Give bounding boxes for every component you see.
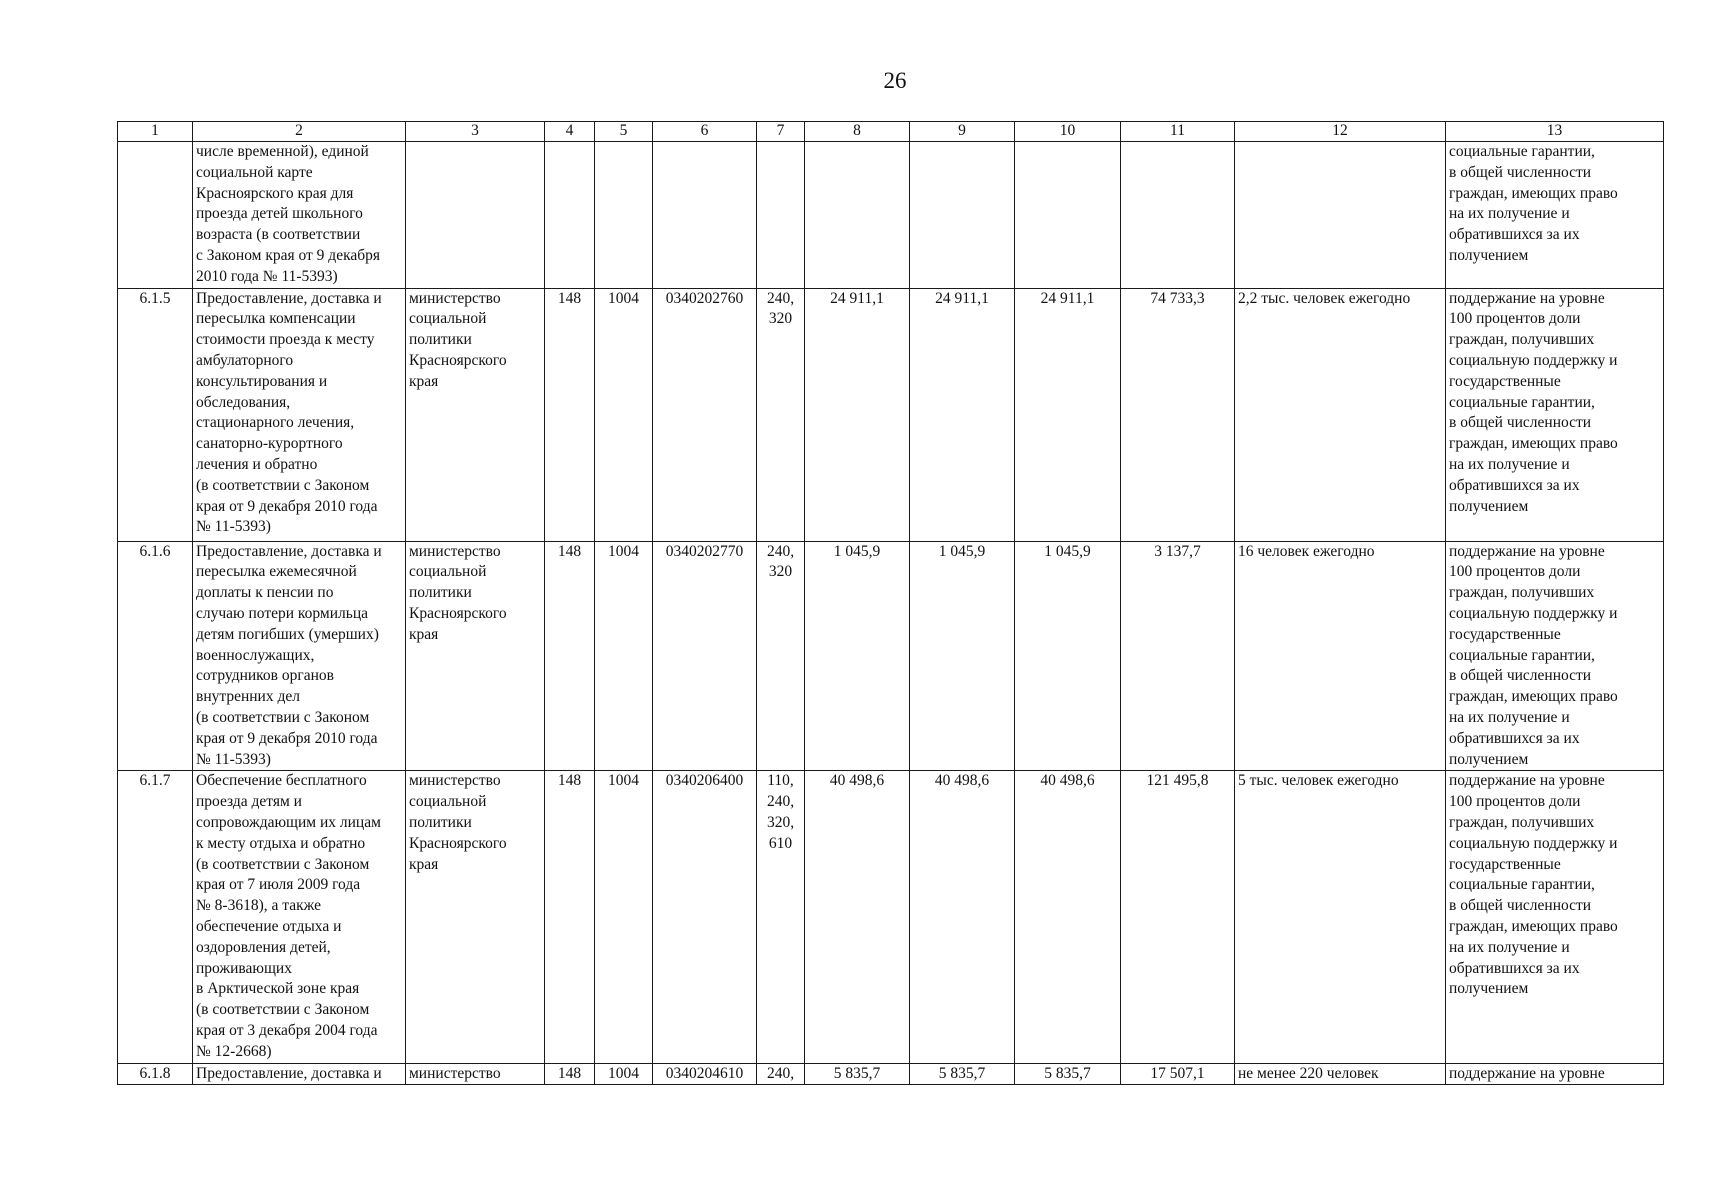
cell-executor: министерство [406,1063,545,1085]
cell-empty [757,142,805,289]
table-row [118,1063,1664,1085]
cell-result: социальные гарантии, в общей численности граждан, имеющих право на их получение и обратившихся за их получением [1446,142,1664,289]
cell-kind: 110, 240, 320, 610 [757,771,805,1063]
cell-result: поддержание на уровне 100 процентов доли граждан, получивших социальную поддержку и государственные социальные гарантии, в общей численности граждан, имеющих право на их получение и обратившихся за их получением [1446,771,1664,1063]
cell-name: Предоставление, доставка и пересылка компенсации стоимости проезда к месту амбулаторного консультирования и обследования, стационарного лечения, санаторно-курортного лечения и обратно (в соответствии с Законом края от 9 декабря 2010 года № 11-5393) [193,288,406,541]
cell-name: Обеспечение бесплатного проезда детям и сопровождающим их лицам к месту отдыха и обратно (в соответствии с Законом края от 7 июля 2009 года № 8-3618), а также обеспечение отдыха и оздоровления детей, проживающих в Арктической зоне края (в соответствии с Законом края от 3 декабря 2004 года № 12-2668) [193,771,406,1063]
cell-num: 6.1.8 [118,1063,193,1085]
cell-empty [595,142,653,289]
cell-target: 0340206400 [653,771,757,1063]
page-number: 26 [883,68,907,93]
cell-year2: 5 835,7 [910,1063,1015,1085]
table-row [118,541,1664,771]
cell-name: Предоставление, доставка и [193,1063,406,1085]
cell-name: Предоставление, доставка и пересылка ежемесячной доплаты к пенсии по случаю потери кормильца детям погибших (умерших) военнослужащих, сотрудников органов внутренних дел (в соответствии с Законом края от 9 декабря 2010 года № 11-5393) [193,541,406,771]
col-header-12: 12 [1235,122,1446,142]
cell-empty [1015,142,1121,289]
cell-target: 0340202770 [653,541,757,771]
cell-executor: министерство социальной политики Красноярского края [406,288,545,541]
cell-year3: 40 498,6 [1015,771,1121,1063]
cell-total: 74 733,3 [1121,288,1235,541]
cell-year2: 40 498,6 [910,771,1015,1063]
cell-kind: 240, 320 [757,541,805,771]
cell-empty [910,142,1015,289]
cell-total: 121 495,8 [1121,771,1235,1063]
cell-year2: 24 911,1 [910,288,1015,541]
cell-executor: министерство социальной политики Красноярского края [406,771,545,1063]
cell-year3: 24 911,1 [1015,288,1121,541]
col-header-6: 6 [653,122,757,142]
col-header-5: 5 [595,122,653,142]
cell-indicator: 16 человек ежегодно [1235,541,1446,771]
cell-total: 17 507,1 [1121,1063,1235,1085]
cell-grbs: 148 [545,771,595,1063]
cell-year1: 40 498,6 [805,771,910,1063]
col-header-3: 3 [406,122,545,142]
cell-total: 3 137,7 [1121,541,1235,771]
col-header-9: 9 [910,122,1015,142]
col-header-11: 11 [1121,122,1235,142]
cell-grbs: 148 [545,1063,595,1085]
cell-section: 1004 [595,541,653,771]
cell-section: 1004 [595,1063,653,1085]
cell-year3: 1 045,9 [1015,541,1121,771]
col-header-7: 7 [757,122,805,142]
cell-year1: 24 911,1 [805,288,910,541]
cell-year1: 1 045,9 [805,541,910,771]
cell-empty [545,142,595,289]
cell-num: 6.1.5 [118,288,193,541]
cell-indicator: не менее 220 человек [1235,1063,1446,1085]
col-header-8: 8 [805,122,910,142]
table-row [118,288,1664,541]
cell-name: числе временной), единой социальной карте Красноярского края для проезда детей школьного возраста (в соответствии с Законом края от 9 декабря 2010 года № 11-5393) [193,142,406,289]
cell-num [118,142,193,289]
cell-indicator: 5 тыс. человек ежегодно [1235,771,1446,1063]
program-table [117,121,1664,1085]
cell-section: 1004 [595,771,653,1063]
header-row [118,122,1664,142]
cell-target: 0340202760 [653,288,757,541]
cell-empty [805,142,910,289]
col-header-2: 2 [193,122,406,142]
cell-grbs: 148 [545,541,595,771]
cell-year2: 1 045,9 [910,541,1015,771]
cell-target: 0340204610 [653,1063,757,1085]
cell-result: поддержание на уровне 100 процентов доли граждан, получивших социальную поддержку и государственные социальные гарантии, в общей численности граждан, имеющих право на их получение и обратившихся за их получением [1446,541,1664,771]
col-header-13: 13 [1446,122,1664,142]
cell-grbs: 148 [545,288,595,541]
cell-empty [406,142,545,289]
cell-indicator: 2,2 тыс. человек ежегодно [1235,288,1446,541]
col-header-10: 10 [1015,122,1121,142]
cell-executor: министерство социальной политики Красноярского края [406,541,545,771]
cell-num: 6.1.6 [118,541,193,771]
table-row [118,771,1664,1063]
cell-result: поддержание на уровне 100 процентов доли граждан, получивших социальную поддержку и государственные социальные гарантии, в общей численности граждан, имеющих право на их получение и обратившихся за их получением [1446,288,1664,541]
cell-year3: 5 835,7 [1015,1063,1121,1085]
col-header-1: 1 [118,122,193,142]
continuation-row [118,142,1664,289]
cell-empty [653,142,757,289]
cell-result: поддержание на уровне [1446,1063,1664,1085]
cell-section: 1004 [595,288,653,541]
col-header-4: 4 [545,122,595,142]
cell-kind: 240, [757,1063,805,1085]
cell-num: 6.1.7 [118,771,193,1063]
cell-empty [1235,142,1446,289]
cell-kind: 240, 320 [757,288,805,541]
cell-empty [1121,142,1235,289]
cell-year1: 5 835,7 [805,1063,910,1085]
